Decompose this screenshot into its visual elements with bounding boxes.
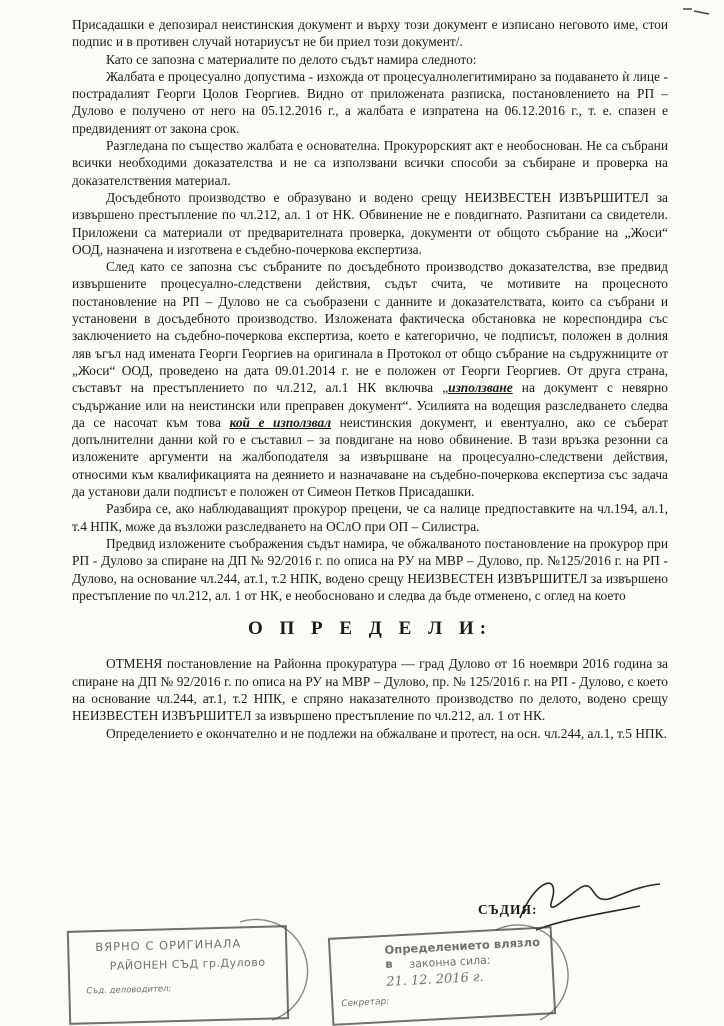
judge-signature (520, 883, 660, 930)
stamp-in-force-line2: законна сила: (408, 953, 491, 971)
ruling-heading: О П Р Е Д Е Л И: (247, 618, 493, 640)
stamp-true-copy-line3: Съд. деловодител: (86, 984, 172, 997)
analysis-text-a: След като се запозна със събраните по досъдебното производство доказателства, взе предвид извършените процесуално-следствени действия, съдът счита, че мотивите на процесното постановление на РП – Дулово не са съобразени с данните и доказателствата, които са събрани и установени в досъдебното производство. Изложената фактическа обстановка не кореспондира със заключението на съдебно-почеркова експертиза, което е категорично, че подписът, положен в долния ляв ъгъл над имената Георги Георгиев на оригинала в Протокол от общо събрание на съдружниците от „Жоси“ ООД, проведено на дата 09.01.2014 г. не е положен от Георги Георгиев. От друга страна, съставът на престъплението по чл.212, ал.1 НК включва „ (72, 259, 668, 396)
paragraph-annuls: ОТМЕНЯ постановление на Районна прокуратура — град Дулово от 16 ноември 2016 година за спиране на ДП № 92/2016 г. по описа на РУ на МВР – Дулово, пр. № 125/2016 г. на РП - Дулово, с което на основание чл.244, ат.1, т.2 НПК, е спряно наказателното производство по делото, водено срещу НЕИЗВЕСТЕН ИЗВЪРШИТЕЛ за извършено престъпление по чл.212, ал. 1 от НК. (72, 656, 668, 724)
analysis-text-c: неистинския документ, и евентуално, ако се съберат допълнителни данни кой го е съставил – за повдигане на ново обвинение. В тази връзка резонни са изложените аргументи на жалбоподателя за извършване на процесуално-следствени действия, относими към квалификацията на деянието и назначаване на съдебно-почеркова експертиза със задача да установи дали подписът е положен от Симеон Петков Присадашки. (72, 414, 668, 500)
stamp-true-copy-line2: РАЙОНЕН СЪД гр.Дулово (109, 955, 266, 973)
stamp-true-copy (67, 925, 289, 1025)
emphasis-usage: използване (448, 380, 513, 396)
analysis-text-b: на документ с невярно съдържание или на неистински или преправен документ“. Усилията на водещия разследването следва да се насочат към това (72, 380, 668, 430)
paragraph-court-finds: Като се запозна с материалите по делото съдът намира следното: (106, 51, 477, 67)
paragraph-supervising-prosecutor: Разбира се, ако наблюдаващият прокурор прецени, че са налице предпоставките на чл.194, ал.1, т.4 НПК, може да възложи разследването на ОСлО при ОП – Силистра. (72, 501, 668, 534)
emphasis-who-used: кой е използвал (229, 414, 332, 430)
stamp-in-force-line4: Секретар: (341, 996, 390, 1010)
stamp-in-force (328, 926, 556, 1026)
stamp-in-force-line1: Определението влязло в (384, 934, 541, 971)
stamp-in-force-date: 21. 12. 2016 г. (385, 969, 485, 990)
paragraph-admissibility: Жалбата е процесуално допустима - изхожда от процесуалнолегитимирано за подаването ѝ лице - пострадалият Георги Цолов Георгиев. Видно от приложената разписка, постановлението на РП – Дулово е получено от него на 05.12.2016 г., а жалбата е изпратена на 06.12.2016 г., т. е. спазен е предвиденият от закона срок. (72, 68, 668, 136)
paragraph-conclusion: Предвид изложените съображения съдът намира, че обжалваното постановление на прокурор при РП - Дулово за спиране на ДП № 92/2016 г. по описа на РУ на МВР – Дулово, пр. №125/2016 г. на РП - Дулово, на основание чл.244, ат.1, т.2 НПК, водено срещу НЕИЗВЕСТЕН ИЗВЪРШИТЕЛ за извършено престъпление по чл.212, ал. 1 от НК, е необосновано и следва да бъде отменено, с оглед на което (72, 535, 668, 603)
paragraph-merits: Разгледана по същество жалбата е основателна. Прокурорският акт е необоснован. Не са събрани всички необходими доказателства и не са използвани всички способи за събиране и проверка на доказателствения материал. (72, 138, 668, 188)
paragraph-proceedings: Досъдебното производство е образувано и водено срещу НЕИЗВЕСТЕН ИЗВЪРШИТЕЛ за извършено престъпление по чл.212, ал. 1 от НК. Обвинение не е повдигнато. Разпитани са свидетели. Приложени са материали от предварителната проверка, документи от общото събрание на „Жоси“ ООД, назначена и изготвена е съдебно-почеркова експертиза. (72, 189, 668, 257)
paragraph-final: Определението е окончателно и не подлежи на обжалване и протест, на осн. чл.244, ал.1, т.5 НПК. (106, 725, 667, 741)
stamp-true-copy-line1: ВЯРНО С ОРИГИНАЛА (95, 936, 242, 955)
judge-label: СЪДИЯ: (478, 902, 538, 917)
paragraph-continuation: Присадашки е депозирал неистинския документ и върху този документ е изписано неговото име, стои подпис и в противен случай нотариусът не би приел този документ/. (72, 17, 668, 50)
